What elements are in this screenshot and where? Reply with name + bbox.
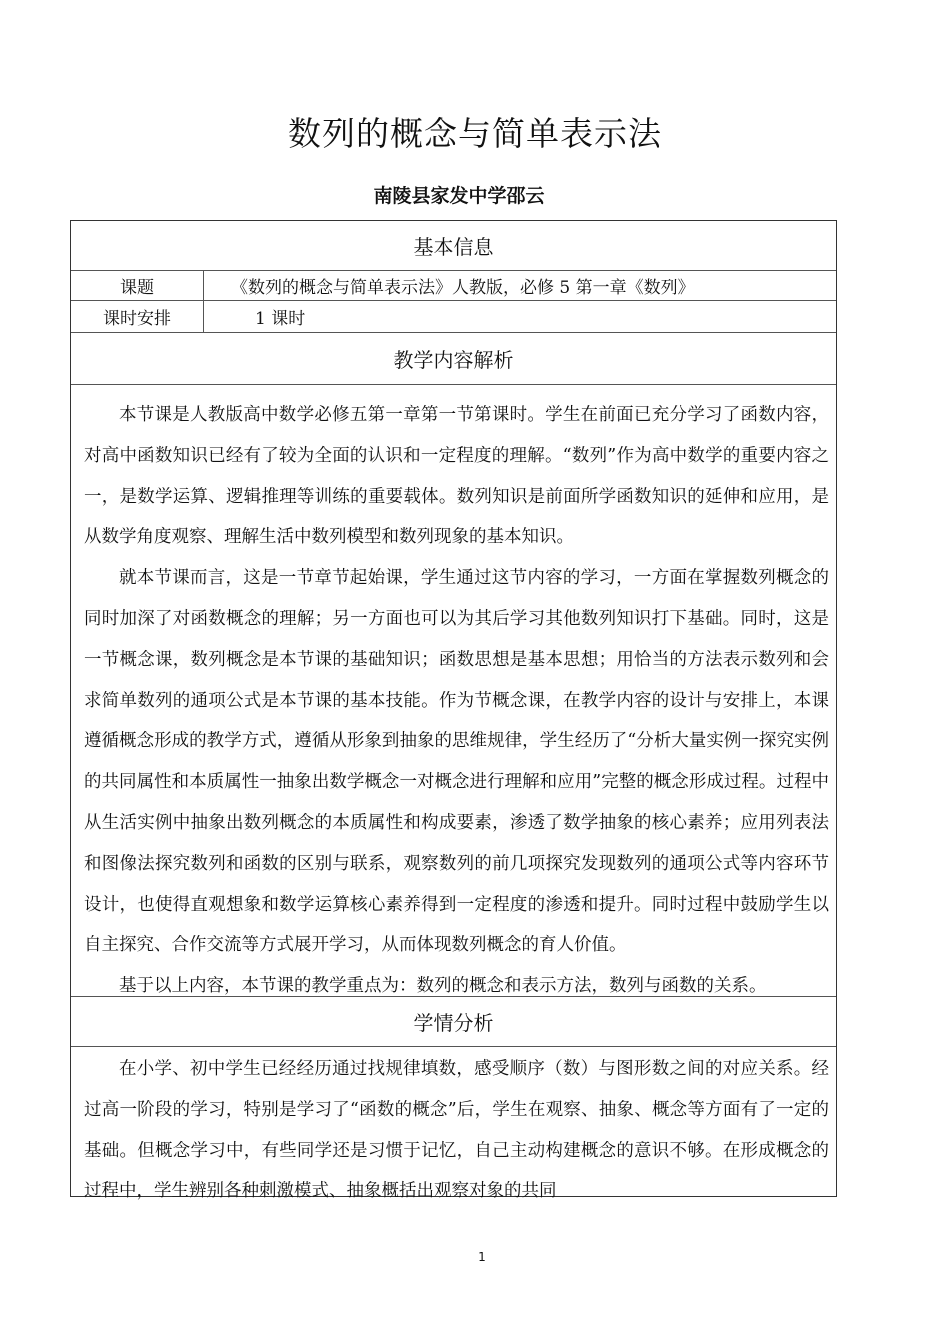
- basic-info-heading-text: 基本信息: [413, 235, 494, 259]
- lesson-table: [70, 220, 837, 1202]
- table-row-topic: [71, 271, 836, 301]
- content-analysis-heading: [71, 333, 836, 385]
- student-analysis-heading: [71, 997, 836, 1047]
- student-analysis-heading-text: 学情分析: [413, 1011, 494, 1035]
- content-analysis-body: [71, 385, 836, 997]
- schedule-label: 课时安排: [71, 301, 204, 332]
- schedule-value: 1 课时: [255, 309, 306, 329]
- topic-value: 《数列的概念与简单表示法》人教版，必修 5 第一章《数列》: [231, 278, 695, 298]
- page-number: 1: [478, 1250, 486, 1264]
- author-line: 南陵县家发中学邵云: [373, 185, 545, 207]
- content-paragraph: 本节课是人教版高中数学必修五第一章第一节第课时。学生在前面已充分学习了函数内容，对高中函数知识已经有了较为全面的认识和一定程度的理解。“数列”作为高中数学的重要内容之一，是数学运算、逻辑推理等训练的重要载体。数列知识是前面所学函数知识的延伸和应用，是从数学角度观察、理解生活中数列模型和数列现象的基本知识。: [84, 405, 829, 548]
- topic-label: 课题: [71, 271, 204, 300]
- content-analysis-heading-text: 教学内容解析: [393, 348, 514, 372]
- content-paragraph: 就本节课而言，这是一节章节起始课，学生通过这节内容的学习，一方面在掌握数列概念的同时加深了对函数概念的理解；另一方面也可以为其后学习其他数列知识打下基础。同时，这是一节概念课，数列概念是本节课的基础知识；函数思想是基本思想；用恰当的方法表示数列和会求简单数列的通项公式是本节课的基本技能。作为节概念课，在教学内容的设计与安排上，本课遵循概念形成的教学方式，遵循从形象到抽象的思维规律，学生经历了“分析大量实例一探究实例的共同属性和本质属性一抽象出数学概念一对概念进行理解和应用”完整的概念形成过程。过程中从生活实例中抽象出数列概念的本质属性和构成要素，渗透了数学抽象的核心素养；应用列表法和图像法探究数列和函数的区别与联系，观察数列的前几项探究发现数列的通项公式等内容环节设计，也使得直观想象和数学运算核心素养得到一定程度的渗透和提升。同时过程中鼓励学生以自主探究、合作交流等方式展开学习，从而体现数列概念的育人价值。: [84, 568, 829, 956]
- basic-info-heading: [71, 221, 836, 271]
- student-analysis-body: [71, 1047, 836, 1202]
- document-title: 数列的概念与简单表示法: [288, 114, 662, 153]
- table-row-schedule: [71, 301, 836, 333]
- student-paragraph: 在小学、初中学生已经经历通过找规律填数，感受顺序（数）与图形数之间的对应关系。经过高一阶段的学习，特别是学习了“函数的概念”后，学生在观察、抽象、概念等方面有了一定的基础。但概念学习中，有些同学还是习惯于记忆，自己主动构建概念的意识不够。在形成概念的过程中，学生辨别各种刺激模式、抽象概括出观察对象的共同: [84, 1059, 829, 1202]
- content-paragraph: 基于以上内容，本节课的教学重点为：数列的概念和表示方法，数列与函数的关系。: [119, 976, 767, 997]
